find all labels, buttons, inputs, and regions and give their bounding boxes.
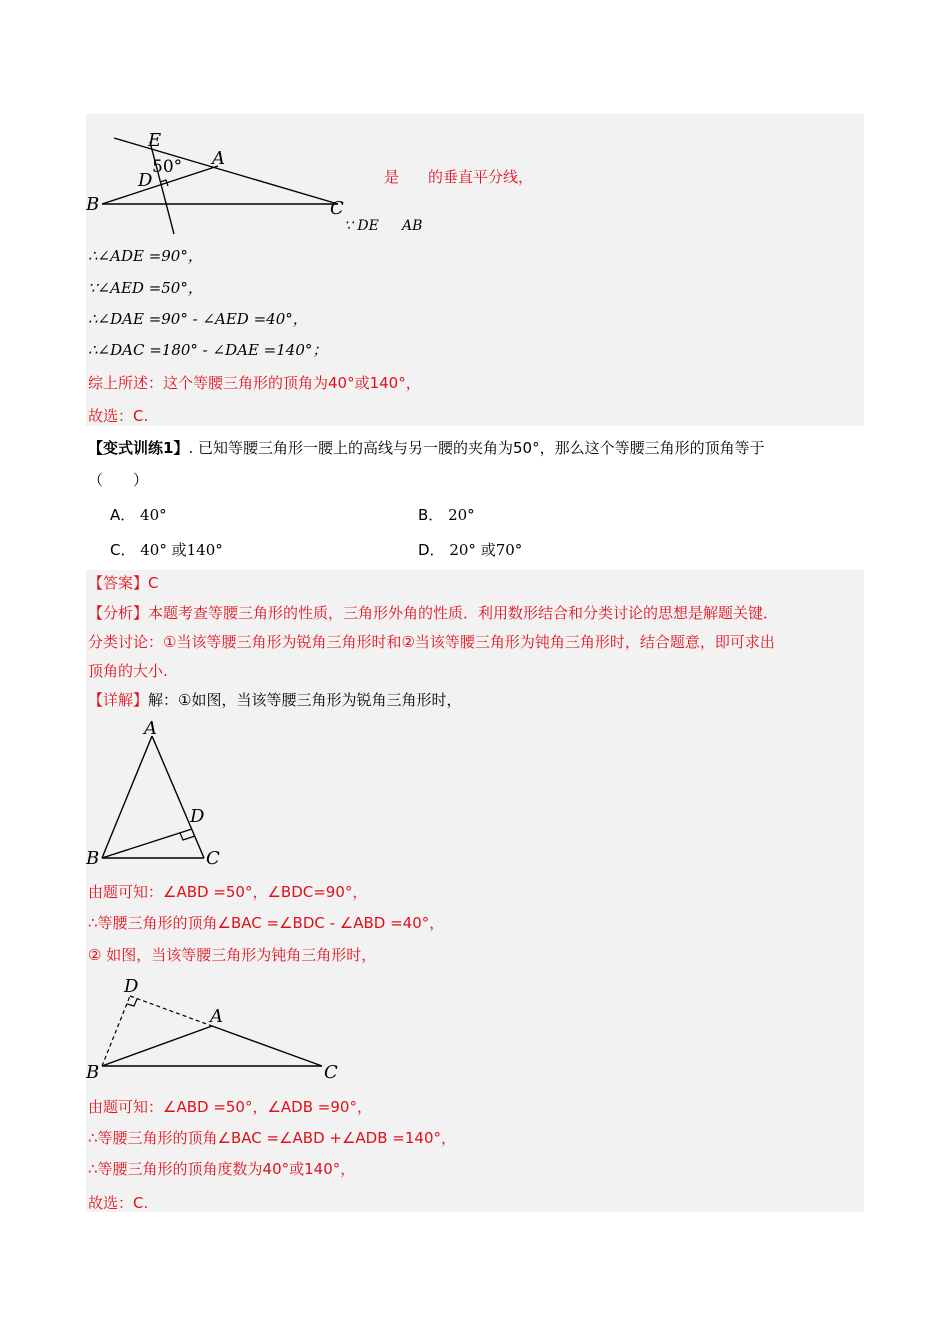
case1-line-b: ∴等腰三角形的顶角∠BAC =∠BDC - ∠ABD =40°， [88, 914, 445, 932]
option-a-label: A． [110, 506, 136, 524]
solution-line-4: ∴∠DAC =180° - ∠DAE =140°； [88, 341, 328, 359]
analysis-line-3: 顶角的大小. [88, 662, 168, 680]
analysis-line-2: 分类讨论：①当该等腰三角形为锐角三角形时和②当该等腰三角形为钝角三角形时，结合题意，即可求出 [88, 633, 775, 651]
option-b-value: 20° [448, 506, 475, 524]
case1-line-a: 由题可知：∠ABD =50°，∠BDC=90°， [88, 883, 368, 901]
dashed-da [130, 996, 212, 1026]
label-a: A [212, 148, 225, 169]
option-a-value: 40° [140, 506, 167, 524]
detail-text: 解：①如图，当该等腰三角形为锐角三角形时， [148, 691, 462, 709]
right-angle-mark-2 [180, 833, 195, 840]
mid-text-bisector: 的垂直平分线， [428, 168, 534, 186]
option-c [110, 540, 223, 560]
answer-line: 【答案】C [88, 574, 159, 592]
option-b [418, 505, 475, 525]
figure-acute-triangle [86, 716, 236, 872]
label-d: D [138, 170, 153, 191]
label-b2: B [86, 848, 100, 869]
label-c3: C [324, 1062, 338, 1082]
label-b: B [86, 194, 100, 215]
line-de [150, 142, 174, 234]
case2-line-a: 由题可知：∠ABD =50°，∠ADB =90°， [88, 1098, 372, 1116]
label-d2: D [190, 806, 205, 827]
option-b-label: B． [418, 506, 444, 524]
label-a2: A [144, 718, 157, 739]
solution-summary: 综上所述：这个等腰三角形的顶角为40°或140°， [88, 374, 421, 392]
option-c-label: C． [110, 541, 136, 559]
label-c: C [330, 198, 344, 219]
option-d [418, 540, 522, 560]
mid-text-shi: 是 [384, 168, 400, 186]
figure-perpendicular-bisector [86, 118, 356, 236]
side-ac3 [212, 1026, 322, 1066]
option-a [110, 505, 167, 525]
label-50deg: 50° [152, 157, 183, 177]
analysis-line-1: 【分析】本题考查等腰三角形的性质，三角形外角的性质．利用数形结合和分类讨论的思想是解题关键． [88, 604, 779, 622]
detail-line [88, 690, 461, 710]
because-ab: AB [402, 218, 423, 234]
altitude-bd [102, 829, 192, 858]
option-c-value: 40° 或140° [140, 541, 223, 559]
option-d-value: 20° 或70° [449, 541, 523, 559]
label-e: E [148, 130, 162, 151]
question-line [88, 438, 765, 458]
label-b3: B [86, 1062, 100, 1082]
case2-line-b: ∴等腰三角形的顶角∠BAC =∠ABD +∠ADB =140°， [88, 1129, 456, 1147]
question-tag: 【变式训练1】 [88, 439, 189, 457]
case2-intro: ② 如图，当该等腰三角形为钝角三角形时， [88, 946, 377, 964]
side-ab [102, 736, 152, 858]
label-c2: C [206, 848, 220, 869]
dashed-bd [102, 996, 130, 1066]
side-ba3 [102, 1026, 212, 1066]
question-text: . 已知等腰三角形一腰上的高线与另一腰的夹角为50°，那么这个等腰三角形的顶角等于 [188, 439, 765, 457]
label-d3: D [124, 976, 139, 997]
final-choice: 故选：C. [88, 1194, 149, 1212]
solution-choice: 故选：C. [88, 407, 149, 425]
conclusion-line: ∴等腰三角形的顶角度数为40°或140°， [88, 1160, 356, 1178]
label-a3: A [210, 1006, 223, 1027]
option-d-label: D． [418, 541, 445, 559]
question-paren: （ ） [88, 471, 149, 489]
solution-line-3: ∴∠DAE =90° - ∠AED =40°， [88, 310, 308, 328]
solution-line-1: ∴∠ADE =90°， [88, 247, 203, 265]
solution-line-2: ∵∠AED =50°， [88, 279, 203, 297]
figure-obtuse-triangle [86, 972, 356, 1082]
detail-tag: 【详解】 [88, 691, 149, 709]
because-de: ∵ DE [344, 218, 379, 234]
